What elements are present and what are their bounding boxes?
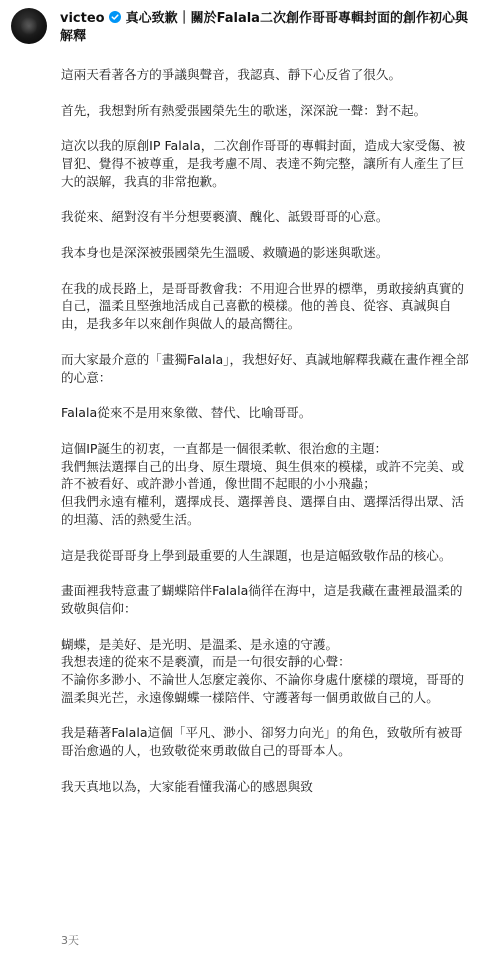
caption-paragraph: 我天真地以為，大家能看懂我滿心的感恩與致	[61, 778, 313, 794]
caption-paragraph: 首先，我想對所有熱愛張國榮先生的歌迷，深深說一聲：對不起。	[61, 102, 427, 118]
caption-title: 真心致歉｜關於Falala二次創作哥哥專輯封面的創作初心與解釋	[60, 11, 468, 44]
caption-paragraph: 這次以我的原創IP Falala，二次創作哥哥的專輯封面，造成大家受傷、被冒犯、覺得不被尊重，是我考慮不周、表達不夠完整，讓所有人產生了巨大的誤解，我真的非常抱歉。	[61, 138, 466, 189]
verified-badge-icon	[109, 11, 121, 23]
caption-paragraph: 我從來、絕對沒有半分想要褻瀆、醜化、詆毀哥哥的心意。	[61, 209, 389, 225]
caption-header	[60, 10, 480, 46]
caption-paragraph: 畫面裡我特意畫了蝴蝶陪伴Falala徜徉在海中，這是我藏在畫裡最溫柔的致敬與信仰：	[61, 583, 463, 616]
caption-paragraph: 這是我從哥哥身上學到最重要的人生課題，也是這幅致敬作品的核心。	[61, 547, 452, 563]
post-timestamp[interactable]: 3天	[61, 934, 79, 947]
avatar[interactable]	[11, 8, 47, 44]
caption-paragraph: 蝴蝶，是美好、是光明、是溫柔、是永遠的守護。 我想表達的從來不是褻瀆，而是一句很安靜的心聲： 不論你多渺小、不論世人怎麼定義你、不論你身處什麼樣的環境，哥哥的溫柔與光芒，永遠像蝴蝶一樣陪伴、守護著每一個勇敢做自己的人。	[61, 636, 464, 705]
caption-paragraph: 在我的成長路上，是哥哥教會我：不用迎合世界的標準，勇敢接納真實的自己，溫柔且堅強地活成自己喜歡的模樣。他的善良、從容、真誠與自由，是我多年以來創作與做人的最高嚮往。	[61, 280, 464, 332]
caption-paragraph: Falala從來不是用來象徵、替代、比喻哥哥。	[61, 405, 312, 421]
caption-paragraph: 我是藉著Falala這個「平凡、渺小、卻努力向光」的角色，致敬所有被哥哥治愈過的人，也致敬從來勇敢做自己的哥哥本人。	[61, 725, 463, 759]
caption-paragraph: 這兩天看著各方的爭議與聲音，我認真、靜下心反省了很久。	[61, 67, 402, 82]
caption-paragraph: 我本身也是深深被張國榮先生溫暖、救贖過的影迷與歌迷。	[61, 244, 389, 260]
caption-body	[61, 66, 471, 796]
caption-paragraph: 而大家最介意的「畫獨Falala」，我想好好、真誠地解釋我藏在畫作裡全部的心意：	[61, 351, 469, 385]
caption-paragraph: 這個IP誕生的初衷，一直都是一個很柔軟、很治愈的主題： 我們無法選擇自己的出身、原生環境、與生俱來的模樣，或許不完美、或許不被看好、或許渺小普通，像世間不起眼的小小飛蟲； 但我們永遠有權利，選擇成長、選擇善良、選擇自由、選擇活得出眾、活的坦蕩、活的熱愛生活。	[61, 440, 464, 527]
avatar-highlight	[21, 16, 37, 36]
username-link[interactable]: victeo	[60, 11, 105, 26]
